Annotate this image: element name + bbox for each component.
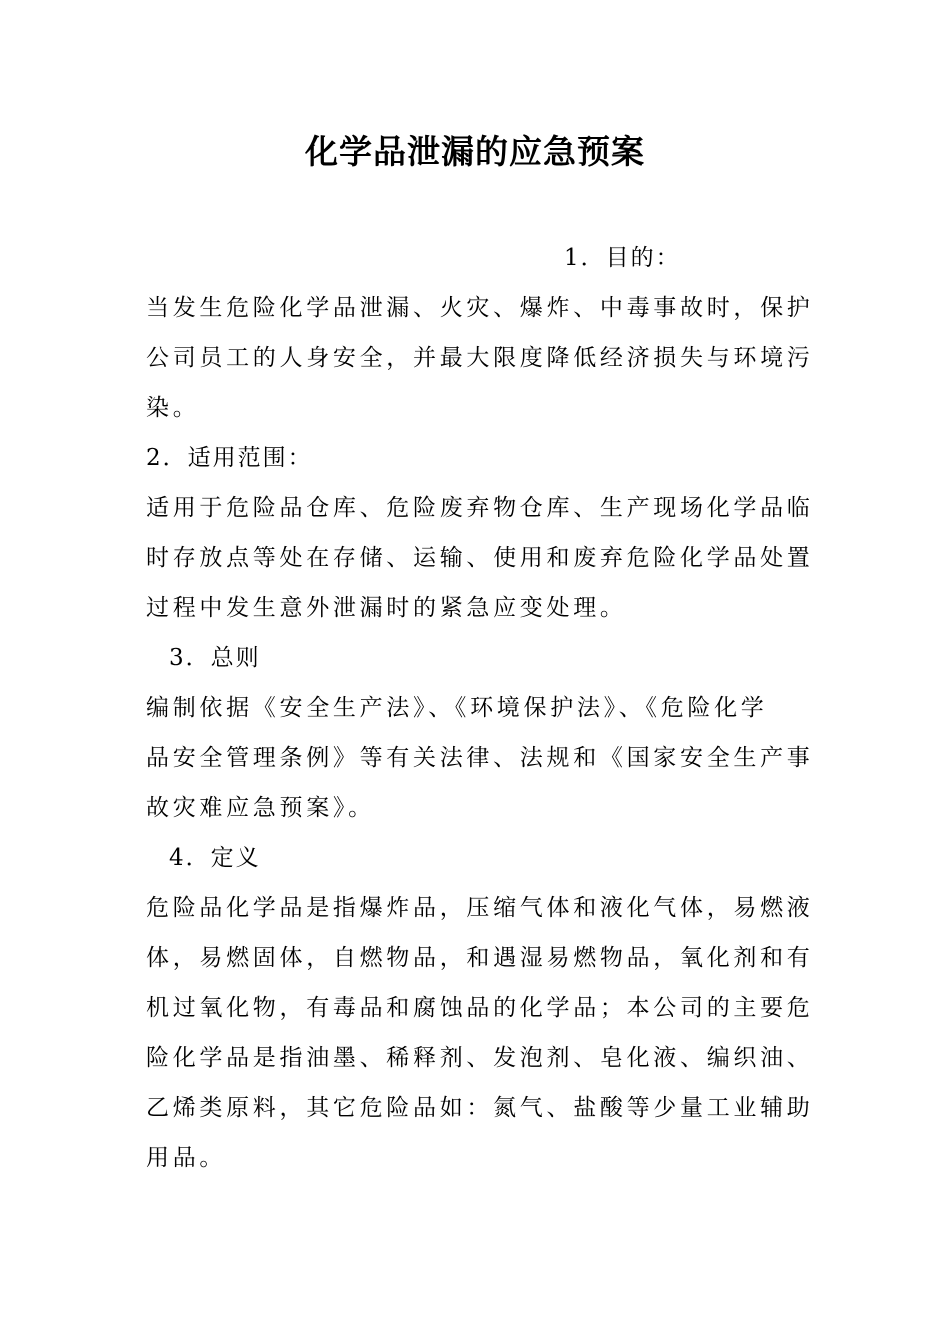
paragraph-line: 用品。: [146, 1145, 227, 1171]
paragraph-line: 公司员工的人身安全，并最大限度降低经济损失与环境污: [146, 345, 814, 371]
paragraph-line: 险化学品是指油墨、稀释剂、发泡剂、皂化液、编织油、: [146, 1045, 814, 1071]
document-body: [146, 233, 814, 1183]
paragraph-line: 乙烯类原料，其它危险品如：氮气、盐酸等少量工业辅助: [146, 1095, 814, 1121]
paragraph-line: 当发生危险化学品泄漏、火灾、爆炸、中毒事故时，保护: [146, 295, 814, 321]
section-heading-scope: 2．适用范围：: [146, 445, 313, 471]
document-title: 化学品泄漏的应急预案: [305, 132, 645, 171]
section-heading-general: 3．总则: [169, 645, 261, 671]
paragraph-line: 品安全管理条例》等有关法律、法规和《国家安全生产事: [146, 745, 814, 771]
paragraph-line: 编制依据《安全生产法》、《环境保护法》、《危险化学: [146, 695, 768, 721]
paragraph-line: 危险品化学品是指爆炸品，压缩气体和液化气体，易燃液: [146, 895, 814, 921]
paragraph-line: 体，易燃固体，自燃物品，和遇湿易燃物品，氧化剂和有: [146, 945, 814, 971]
paragraph-line: 时存放点等处在存储、运输、使用和废弃危险化学品处置: [146, 545, 814, 571]
section-heading-purpose: 1．目的：: [564, 245, 681, 271]
paragraph-line: 染。: [146, 395, 200, 421]
paragraph-line: 故灾难应急预案》。: [146, 795, 375, 821]
section-heading-definition: 4．定义: [169, 845, 261, 871]
paragraph-line: 适用于危险品仓库、危险废弃物仓库、生产现场化学品临: [146, 495, 814, 521]
paragraph-line: 机过氧化物，有毒品和腐蚀品的化学品；本公司的主要危: [146, 995, 814, 1021]
paragraph-line: 过程中发生意外泄漏时的紧急应变处理。: [146, 595, 627, 621]
